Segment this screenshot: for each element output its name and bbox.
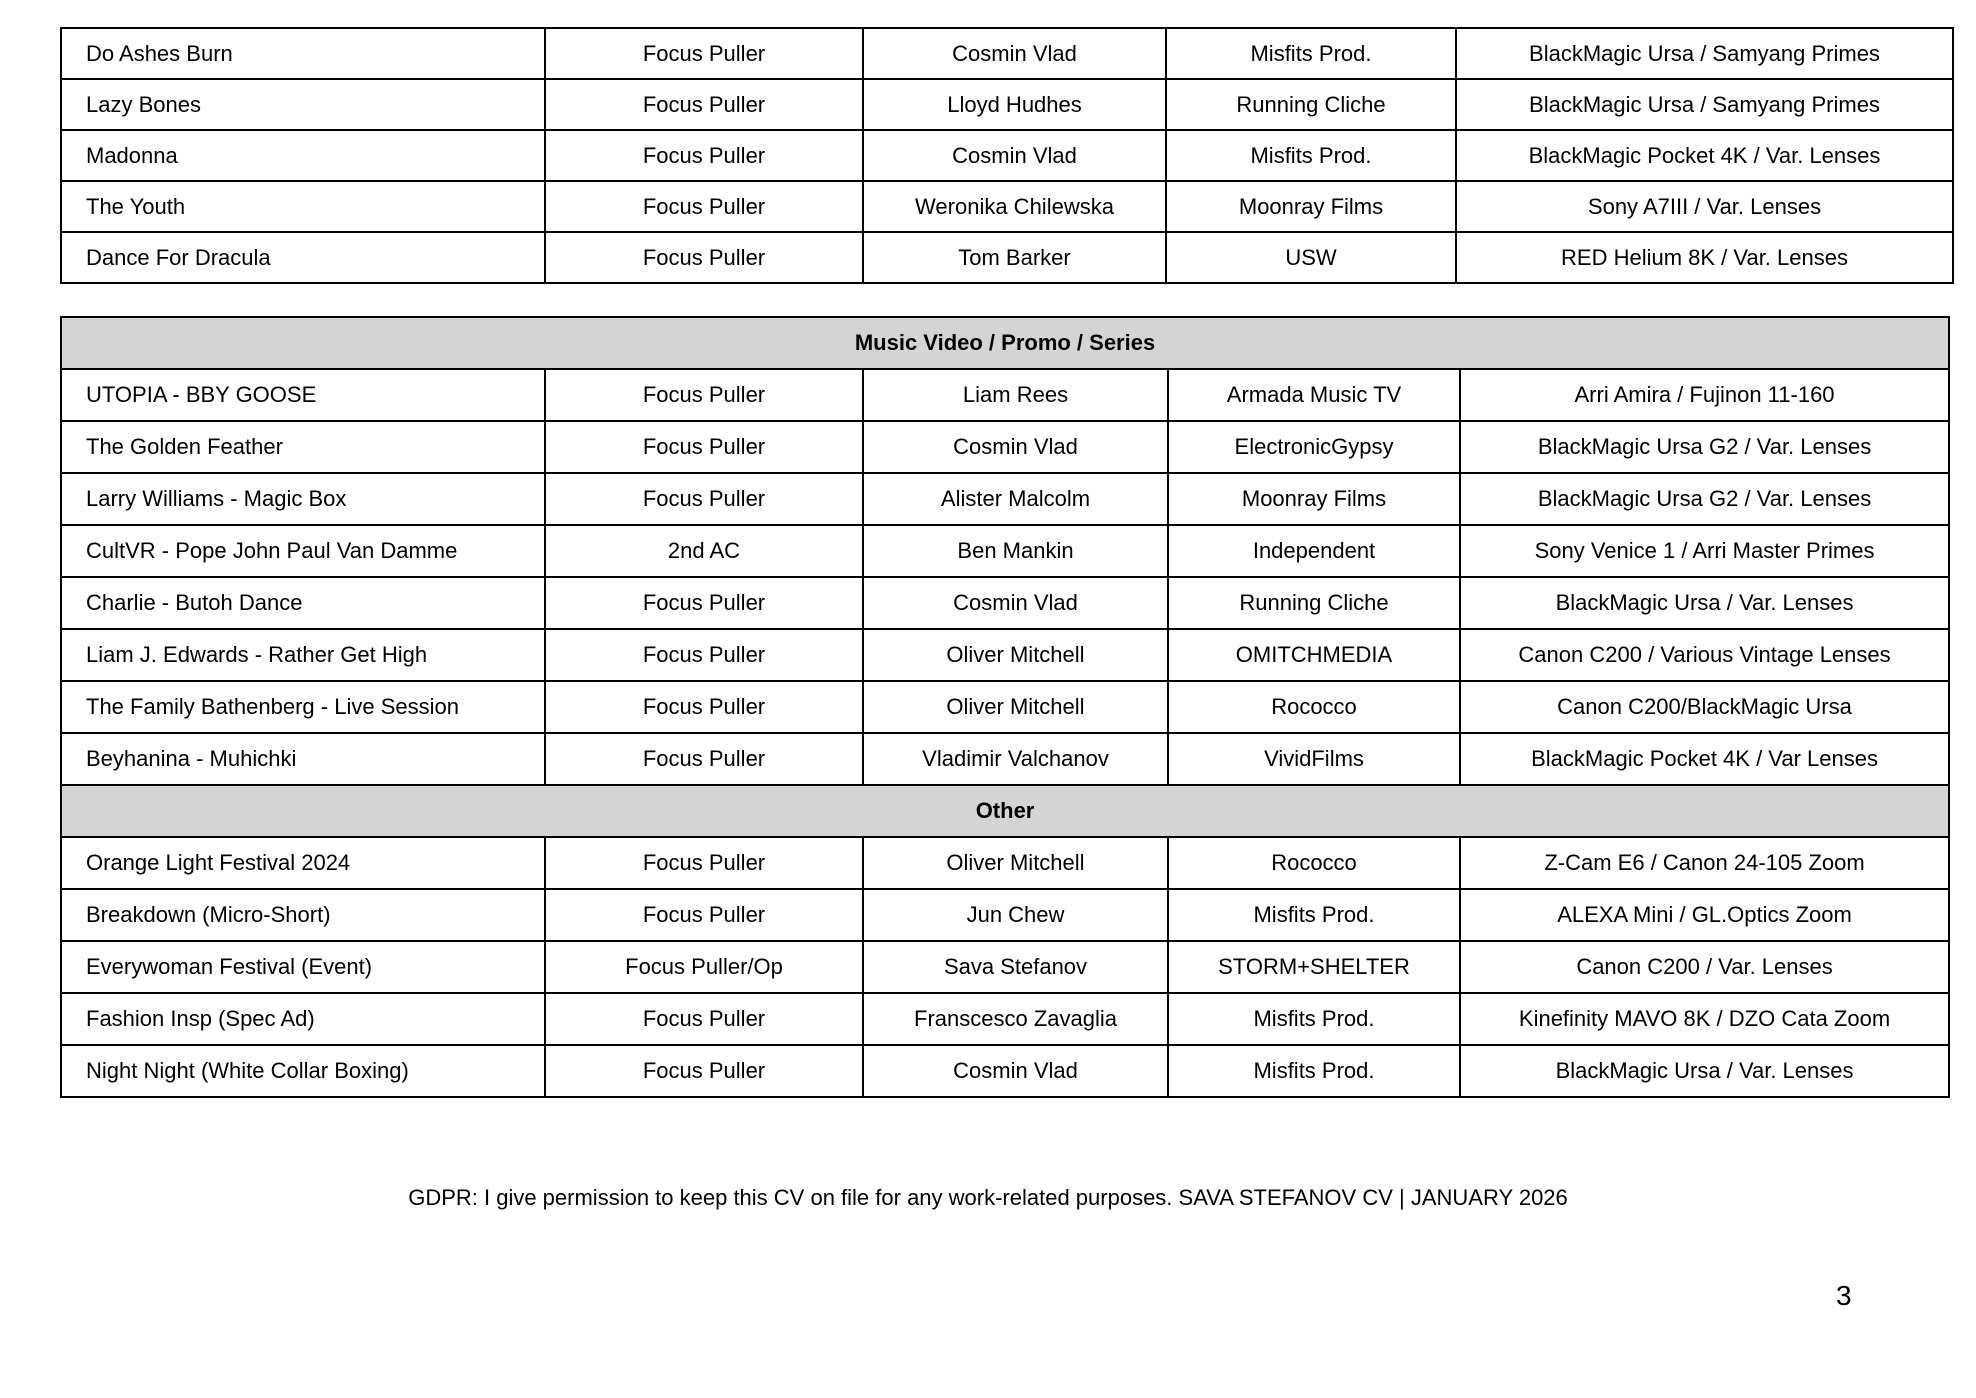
equipment-cell: Kinefinity MAVO 8K / DZO Cata Zoom: [1460, 993, 1949, 1045]
project-title-cell: Breakdown (Micro-Short): [61, 889, 545, 941]
project-title-cell: Night Night (White Collar Boxing): [61, 1045, 545, 1097]
table-row: [61, 629, 1949, 681]
equipment-cell: BlackMagic Ursa G2 / Var. Lenses: [1460, 473, 1949, 525]
production-cell: Running Cliche: [1166, 79, 1456, 130]
credits-table-bottom: [60, 316, 1950, 1098]
production-cell: Running Cliche: [1168, 577, 1460, 629]
project-title-cell: Beyhanina - Muhichki: [61, 733, 545, 785]
role-cell: Focus Puller: [545, 79, 863, 130]
production-cell: Misfits Prod.: [1168, 889, 1460, 941]
director-cell: Lloyd Hudhes: [863, 79, 1166, 130]
director-cell: Oliver Mitchell: [863, 681, 1168, 733]
role-cell: Focus Puller/Op: [545, 941, 863, 993]
equipment-cell: BlackMagic Pocket 4K / Var Lenses: [1460, 733, 1949, 785]
production-cell: Rococco: [1168, 837, 1460, 889]
table-row: [61, 889, 1949, 941]
director-cell: Franscesco Zavaglia: [863, 993, 1168, 1045]
equipment-cell: Arri Amira / Fujinon 11-160: [1460, 369, 1949, 421]
table-row: [61, 28, 1953, 79]
equipment-cell: Sony Venice 1 / Arri Master Primes: [1460, 525, 1949, 577]
role-cell: Focus Puller: [545, 681, 863, 733]
director-cell: Oliver Mitchell: [863, 837, 1168, 889]
project-title-cell: Larry Williams - Magic Box: [61, 473, 545, 525]
director-cell: Weronika Chilewska: [863, 181, 1166, 232]
project-title-cell: UTOPIA - BBY GOOSE: [61, 369, 545, 421]
director-cell: Cosmin Vlad: [863, 130, 1166, 181]
table-row: [61, 733, 1949, 785]
role-cell: Focus Puller: [545, 232, 863, 283]
table-row: [61, 941, 1949, 993]
role-cell: Focus Puller: [545, 369, 863, 421]
production-cell: Armada Music TV: [1168, 369, 1460, 421]
director-cell: Liam Rees: [863, 369, 1168, 421]
project-title-cell: The Youth: [61, 181, 545, 232]
gdpr-footer-note: GDPR: I give permission to keep this CV on file for any work-related purposes. SAVA STEFANOV CV | JANUARY 2026: [408, 1185, 1568, 1210]
section-header-row: [61, 785, 1949, 837]
role-cell: Focus Puller: [545, 577, 863, 629]
role-cell: Focus Puller: [545, 473, 863, 525]
director-cell: Cosmin Vlad: [863, 421, 1168, 473]
director-cell: Cosmin Vlad: [863, 28, 1166, 79]
project-title-cell: Dance For Dracula: [61, 232, 545, 283]
credits-table-top: [60, 27, 1954, 284]
production-cell: ElectronicGypsy: [1168, 421, 1460, 473]
table-row: [61, 837, 1949, 889]
section-heading-music-video: Music Video / Promo / Series: [61, 317, 1949, 369]
project-title-cell: Charlie - Butoh Dance: [61, 577, 545, 629]
equipment-cell: BlackMagic Ursa / Var. Lenses: [1460, 1045, 1949, 1097]
table-row: [61, 525, 1949, 577]
table-row: [61, 421, 1949, 473]
table-row: [61, 993, 1949, 1045]
director-cell: Tom Barker: [863, 232, 1166, 283]
project-title-cell: Liam J. Edwards - Rather Get High: [61, 629, 545, 681]
table-row: [61, 369, 1949, 421]
project-title-cell: Lazy Bones: [61, 79, 545, 130]
role-cell: Focus Puller: [545, 889, 863, 941]
role-cell: Focus Puller: [545, 993, 863, 1045]
project-title-cell: Fashion Insp (Spec Ad): [61, 993, 545, 1045]
production-cell: Moonray Films: [1166, 181, 1456, 232]
project-title-cell: Madonna: [61, 130, 545, 181]
table-row: [61, 473, 1949, 525]
project-title-cell: CultVR - Pope John Paul Van Damme: [61, 525, 545, 577]
equipment-cell: Canon C200 / Various Vintage Lenses: [1460, 629, 1949, 681]
director-cell: Vladimir Valchanov: [863, 733, 1168, 785]
equipment-cell: Canon C200 / Var. Lenses: [1460, 941, 1949, 993]
project-title-cell: The Family Bathenberg - Live Session: [61, 681, 545, 733]
project-title-cell: Do Ashes Burn: [61, 28, 545, 79]
role-cell: Focus Puller: [545, 28, 863, 79]
table-row: [61, 232, 1953, 283]
production-cell: Rococco: [1168, 681, 1460, 733]
role-cell: Focus Puller: [545, 181, 863, 232]
table-row: [61, 130, 1953, 181]
project-title-cell: Orange Light Festival 2024: [61, 837, 545, 889]
equipment-cell: RED Helium 8K / Var. Lenses: [1456, 232, 1953, 283]
equipment-cell: Sony A7III / Var. Lenses: [1456, 181, 1953, 232]
role-cell: Focus Puller: [545, 130, 863, 181]
production-cell: OMITCHMEDIA: [1168, 629, 1460, 681]
production-cell: Misfits Prod.: [1168, 1045, 1460, 1097]
table-row: [61, 79, 1953, 130]
production-cell: Misfits Prod.: [1168, 993, 1460, 1045]
production-cell: USW: [1166, 232, 1456, 283]
role-cell: Focus Puller: [545, 837, 863, 889]
director-cell: Oliver Mitchell: [863, 629, 1168, 681]
section-heading-other: Other: [61, 785, 1949, 837]
equipment-cell: ALEXA Mini / GL.Optics Zoom: [1460, 889, 1949, 941]
table-row: [61, 577, 1949, 629]
table-row: [61, 1045, 1949, 1097]
director-cell: Ben Mankin: [863, 525, 1168, 577]
role-cell: Focus Puller: [545, 629, 863, 681]
production-cell: Independent: [1168, 525, 1460, 577]
production-cell: STORM+SHELTER: [1168, 941, 1460, 993]
production-cell: Misfits Prod.: [1166, 130, 1456, 181]
role-cell: Focus Puller: [545, 1045, 863, 1097]
equipment-cell: BlackMagic Ursa / Samyang Primes: [1456, 28, 1953, 79]
equipment-cell: BlackMagic Ursa / Var. Lenses: [1460, 577, 1949, 629]
director-cell: Jun Chew: [863, 889, 1168, 941]
table-row: [61, 181, 1953, 232]
table-row: [61, 681, 1949, 733]
role-cell: Focus Puller: [545, 421, 863, 473]
production-cell: Misfits Prod.: [1166, 28, 1456, 79]
page-number: 3: [1836, 1280, 1852, 1311]
director-cell: Cosmin Vlad: [863, 577, 1168, 629]
director-cell: Cosmin Vlad: [863, 1045, 1168, 1097]
production-cell: Moonray Films: [1168, 473, 1460, 525]
role-cell: Focus Puller: [545, 733, 863, 785]
equipment-cell: Z-Cam E6 / Canon 24-105 Zoom: [1460, 837, 1949, 889]
project-title-cell: Everywoman Festival (Event): [61, 941, 545, 993]
director-cell: Alister Malcolm: [863, 473, 1168, 525]
section-header-row: [61, 317, 1949, 369]
equipment-cell: Canon C200/BlackMagic Ursa: [1460, 681, 1949, 733]
equipment-cell: BlackMagic Pocket 4K / Var. Lenses: [1456, 130, 1953, 181]
role-cell: 2nd AC: [545, 525, 863, 577]
production-cell: VividFilms: [1168, 733, 1460, 785]
equipment-cell: BlackMagic Ursa G2 / Var. Lenses: [1460, 421, 1949, 473]
director-cell: Sava Stefanov: [863, 941, 1168, 993]
equipment-cell: BlackMagic Ursa / Samyang Primes: [1456, 79, 1953, 130]
project-title-cell: The Golden Feather: [61, 421, 545, 473]
